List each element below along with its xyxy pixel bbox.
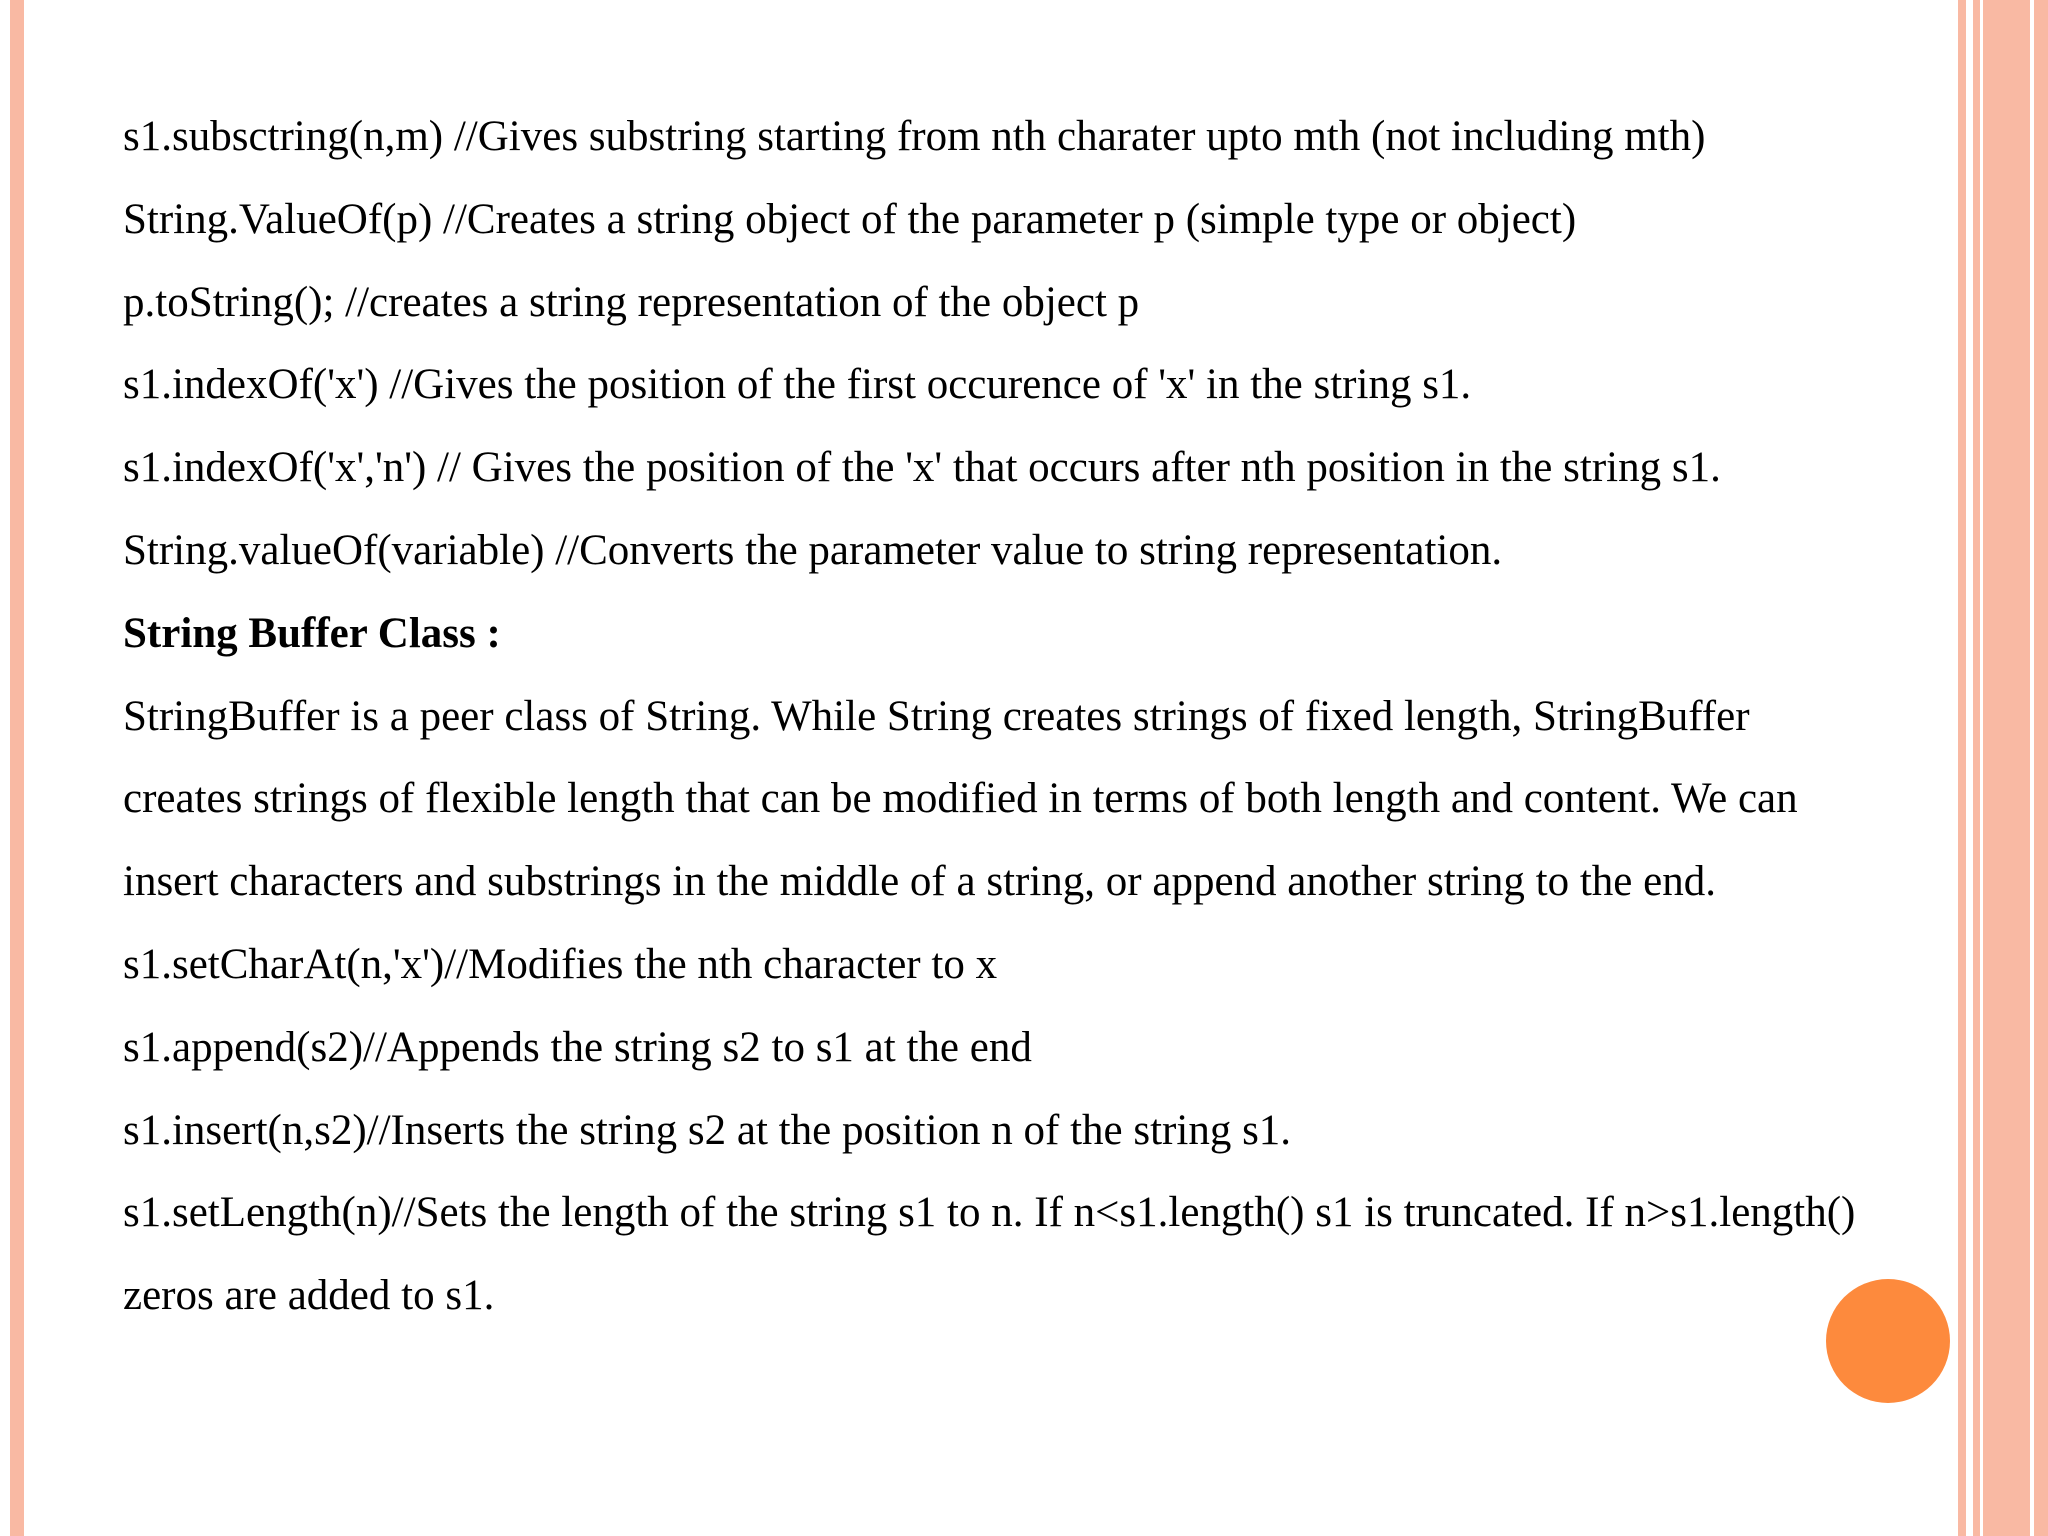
section-heading: String Buffer Class : (123, 609, 501, 657)
border-gap (2030, 0, 2034, 1536)
paragraph-line: StringBuffer is a peer class of String. While String creates strings of fixed length, StringBuffer (123, 692, 1750, 740)
left-border-stripe (10, 0, 24, 1536)
method-valueof-object-line: String.ValueOf(p) //Creates a string object of the parameter p (simple type or object) (123, 195, 1577, 243)
paragraph-line: creates strings of flexible length that can be modified in terms of both length and content. We can (123, 775, 1798, 823)
method-valueof-variable-line: String.valueOf(variable) //Converts the parameter value to string representation. (123, 526, 1503, 574)
decorative-circle (1826, 1279, 1950, 1403)
border-gap (1966, 0, 1973, 1536)
border-gap (1980, 0, 1983, 1536)
method-append-line: s1.append(s2)//Appends the string s2 to s1 at the end (123, 1023, 1032, 1071)
method-indexof-n-line: s1.indexOf('x','n') // Gives the position of the 'x' that occurs after nth position in the string s1. (123, 444, 1721, 492)
method-setlength-continuation-line: zeros are added to s1. (123, 1272, 495, 1320)
method-setcharat-line: s1.setCharAt(n,'x')//Modifies the nth character to x (123, 940, 998, 988)
paragraph-line: insert characters and substrings in the middle of a string, or append another string to the end. (123, 858, 1716, 906)
method-setlength-line: s1.setLength(n)//Sets the length of the string s1 to n. If n<s1.length() s1 is truncated. If n>s1.length() (123, 1189, 1856, 1237)
method-indexof-line: s1.indexOf('x') //Gives the position of the first occurence of 'x' in the string s1. (123, 361, 1472, 409)
right-decorative-border (1958, 0, 2048, 1536)
method-insert-line: s1.insert(n,s2)//Inserts the string s2 at the position n of the string s1. (123, 1106, 1292, 1154)
method-substring-line: s1.subsctring(n,m) //Gives substring starting from nth charater upto mth (not including mth) (123, 113, 1706, 160)
method-tostring-line: p.toString(); //creates a string representation of the object p (123, 278, 1140, 326)
slide-body (123, 96, 1958, 1338)
